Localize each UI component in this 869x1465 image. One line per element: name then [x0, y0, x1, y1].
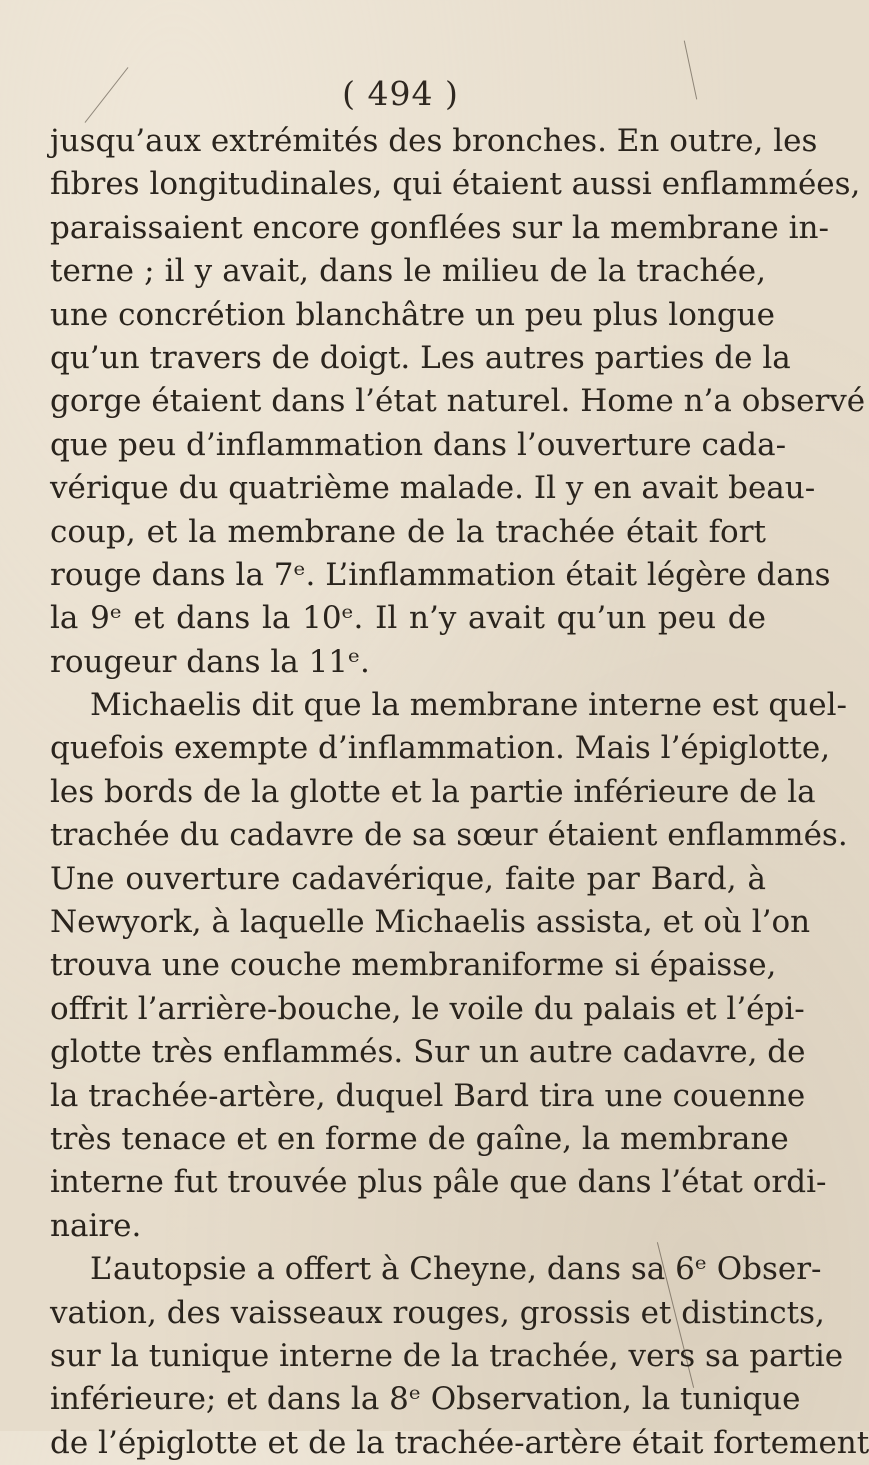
text-line: la 9ᵉ et dans la 10ᵉ. Il n’y avait qu’un peu de: [50, 600, 766, 637]
body-text: [50, 120, 869, 1465]
text-line: jusqu’aux extrémités des bronches. En outre, les: [50, 123, 818, 159]
text-line: rougeur dans la 11ᵉ.: [50, 643, 370, 680]
text-line: vérique du quatrième malade. Il y en avait beau-: [50, 470, 816, 507]
text-line: fibres longitudinales, qui étaient aussi enflammées,: [50, 166, 861, 203]
text-line: coup, et la membrane de la trachée était fort: [50, 513, 766, 550]
text-line: Une ouverture cadavérique, faite par Bard, à: [50, 860, 766, 897]
text-line: trouva une couche membraniforme si épaisse,: [50, 947, 777, 984]
text-line: naire.: [50, 1207, 142, 1244]
text-line: très tenace et en forme de gaîne, la membrane: [50, 1120, 789, 1157]
text-line: qu’un travers de doigt. Les autres parties de la: [50, 339, 791, 376]
page-number: ( 494 ): [342, 74, 459, 113]
text-line: une concrétion blanchâtre un peu plus longue: [50, 296, 775, 333]
text-line: glotte très enflammés. Sur un autre cadavre, de: [50, 1034, 806, 1071]
text-line: Newyork, à laquelle Michaelis assista, et où l’on: [50, 904, 811, 941]
text-line: sur la tunique interne de la trachée, vers sa partie: [50, 1337, 844, 1374]
text-line: trachée du cadavre de sa sœur étaient enflammés.: [50, 817, 848, 854]
text-line: vation, des vaisseaux rouges, grossis et distincts,: [50, 1294, 825, 1331]
text-line: gorge étaient dans l’état naturel. Home n’a observé: [50, 383, 866, 420]
text-line: la trachée-artère, duquel Bard tira une couenne: [50, 1077, 806, 1114]
text-line: les bords de la glotte et la partie inférieure de la: [50, 773, 816, 810]
text-line: L’autopsie a offert à Cheyne, dans sa 6ᵉ Obser-: [90, 1251, 822, 1288]
text-line: quefois exempte d’inflammation. Mais l’épiglotte,: [50, 730, 831, 767]
text-line: Michaelis dit que la membrane interne est quel-: [90, 687, 847, 724]
text-line: que peu d’inflammation dans l’ouverture cada-: [50, 426, 787, 463]
text-line: paraissaient encore gonflées sur la membrane in-: [50, 209, 829, 246]
text-line: rouge dans la 7ᵉ. L’inflammation était légère dans: [50, 556, 831, 593]
text-line: offrit l’arrière-bouche, le voile du palais et l’épi-: [50, 990, 805, 1027]
text-line: interne fut trouvée plus pâle que dans l’état ordi-: [50, 1164, 827, 1201]
text-line: terne ; il y avait, dans le milieu de la trachée,: [50, 253, 766, 290]
text-line: inférieure; et dans la 8ᵉ Observation, la tunique: [50, 1381, 801, 1418]
text-line: de l’épiglotte et de la trachée-artère était fortement: [50, 1424, 869, 1461]
